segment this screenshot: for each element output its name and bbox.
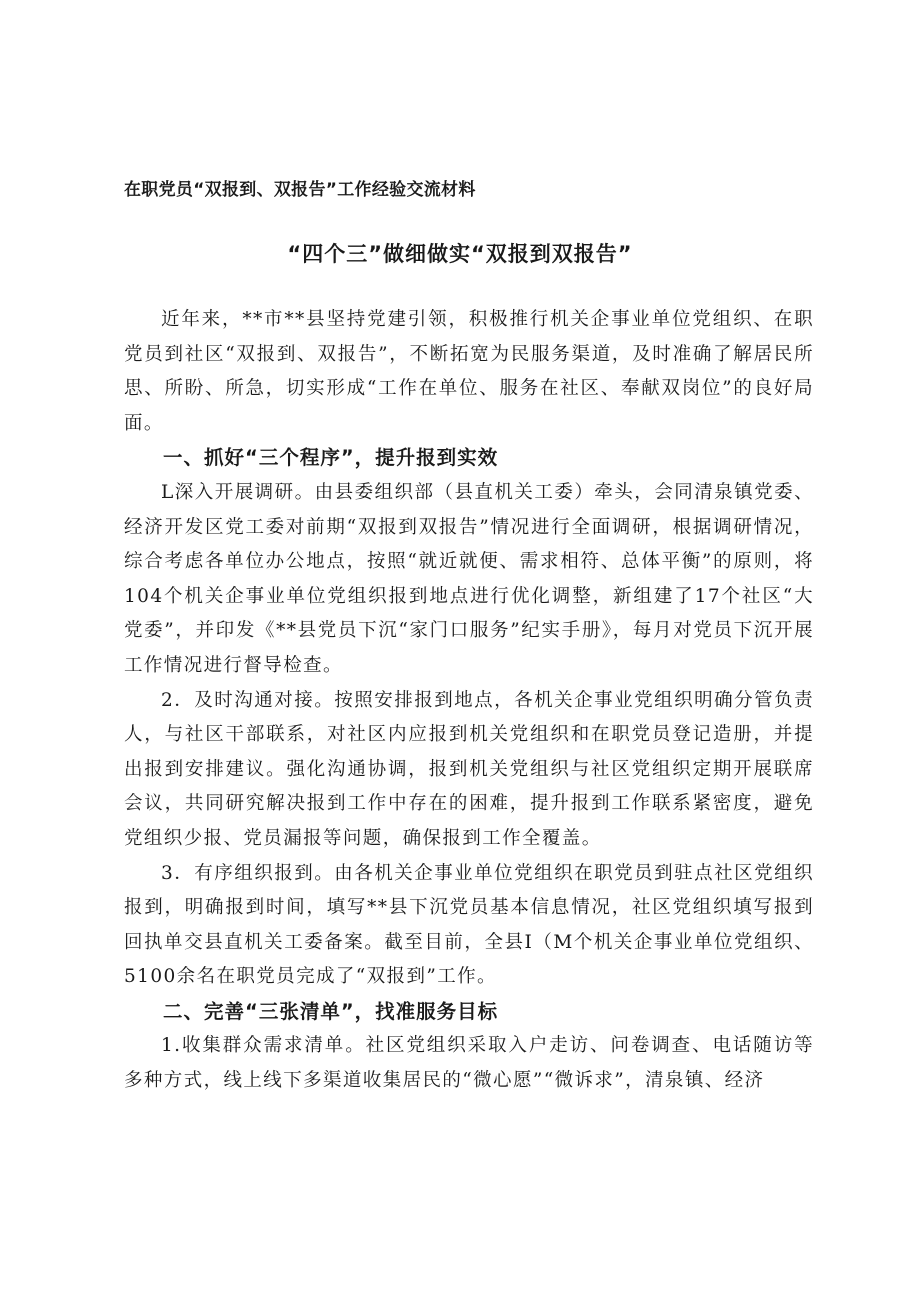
document-header: 在职党员“双报到、双报告”工作经验交流材料 [124, 180, 476, 200]
section-1-paragraph-3: 3．有序组织报到。由各机关企事业单位党组织在职党员到驻点社区党组织报到，明确报到时间，填写**县下沉党员基本信息情况，社区党组织填写报到回执单交县直机关工委备案。截至目前，全县I（M个机关企事业单位党组织、5100余名在职党员完成了“双报到”工作。 [124, 862, 814, 988]
section-1-heading: 一、抓好“三个程序”，提升报到实效 [163, 446, 499, 470]
section-1-paragraph-2: 2．及时沟通对接。按照安排报到地点，各机关企事业党组织明确分管负责人，与社区干部联系，对社区内应报到机关党组织和在职党员登记造册，并提出报到安排建议。强化沟通协调，报到机关党组织与社区党组织定期开展联席会议，共同研究解决报到工作中存在的困难，提升报到工作联系紧密度，避免党组织少报、党员漏报等问题，确保报到工作全覆盖。 [124, 689, 814, 849]
section-1-paragraph-1: L深入开展调研。由县委组织部（县直机关工委）牵头，会同清泉镇党委、经济开发区党工委对前期“双报到双报告”情况进行全面调研，根据调研情况，综合考虑各单位办公地点，按照“就近就便、需求相符、总体平衡”的原则，将104个机关企事业单位党组织报到地点进行优化调整，新组建了17个社区“大党委”，并印发《**县党员下沉“家门口服务”纪实手册》，每月对党员下沉开展工作情况进行督导检查。 [124, 481, 814, 676]
section-2-heading: 二、完善“三张清单”，找准服务目标 [163, 999, 499, 1023]
section-2-paragraph-1: 1.收集群众需求清单。社区党组织采取入户走访、问卷调查、电话随访等多种方式，线上线下多渠道收集居民的“微心愿”“微诉求”，清泉镇、经济 [124, 1035, 814, 1092]
intro-paragraph: 近年来，**市**县坚持党建引领，积极推行机关企事业单位党组织、在职党员到社区“双报到、双报告”，不断拓宽为民服务渠道，及时准确了解居民所思、所盼、所急，切实形成“工作在单位、服务在社区、奉献双岗位”的良好局面。 [124, 309, 814, 434]
document-title: “四个三”做细做实“双报到双报告” [287, 242, 633, 266]
document-body [124, 303, 814, 1099]
